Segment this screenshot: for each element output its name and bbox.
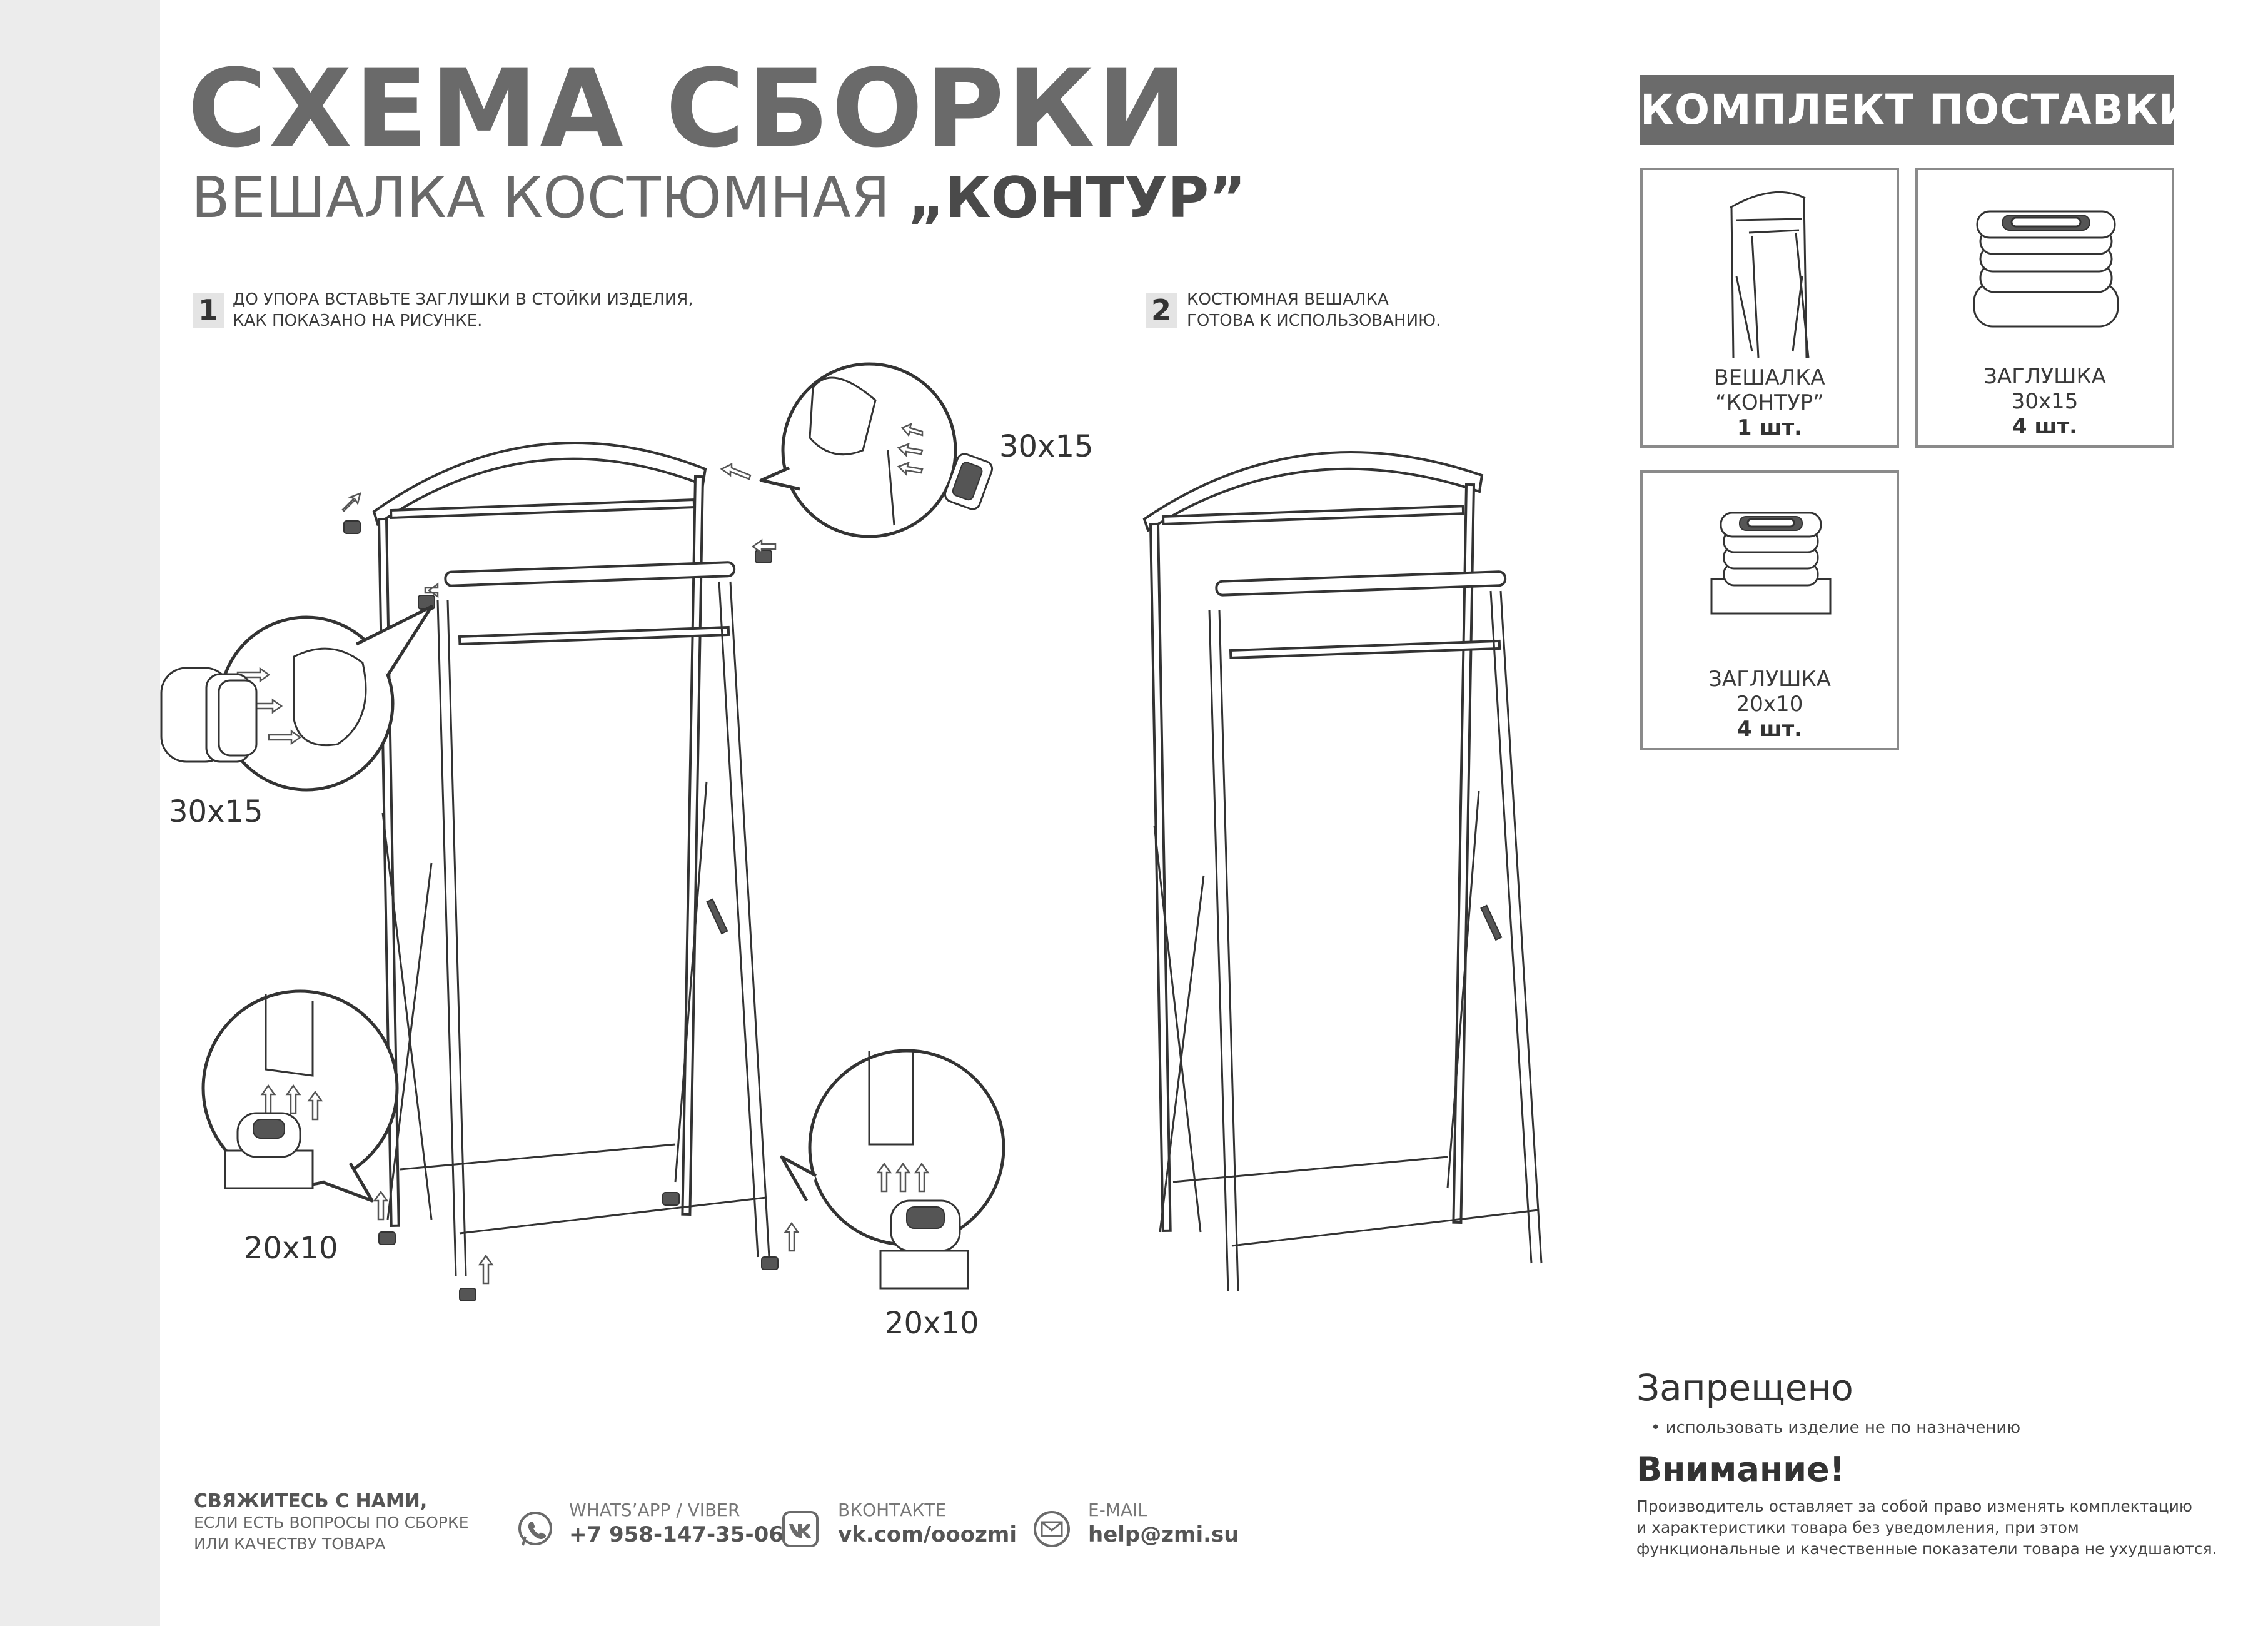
contact-whatsapp[interactable] xyxy=(517,1510,554,1550)
mail-icon xyxy=(1033,1510,1071,1548)
kit-item-plug-30x15-qty: 4 шт. xyxy=(2012,414,2078,439)
contact-vk-value[interactable]: vk.com/ooozmi xyxy=(838,1522,1017,1547)
callout-label-top-right: 30x15 xyxy=(999,429,1094,464)
forbidden-item xyxy=(1651,1418,2020,1437)
callout-label-bottom-right: 20x10 xyxy=(885,1306,979,1341)
callout-label-left: 30x15 xyxy=(169,794,263,829)
kit-item-plug-30x15-size: 30x15 xyxy=(2011,389,2079,414)
step-2-line-1: КОСТЮМНАЯ ВЕШАЛКА xyxy=(1187,290,1389,309)
insert-arrows xyxy=(343,464,798,1283)
kit-item-plug-20x10-label xyxy=(1643,667,1897,742)
kit-item-plug-30x15 xyxy=(1915,168,2174,448)
kit-item-plug-20x10 xyxy=(1640,470,1899,750)
step-1-text xyxy=(233,289,693,331)
callout-label-bottom-left: 20x10 xyxy=(244,1231,338,1266)
warning-title: Внимание! xyxy=(1636,1450,1845,1489)
warning-line-2: и характеристики товара без уведомления, при этом xyxy=(1636,1518,2079,1537)
kit-item-plug-20x10-qty: 4 шт. xyxy=(1736,717,1803,742)
contact-email[interactable] xyxy=(1033,1510,1071,1550)
plug-bottom-mid xyxy=(460,1288,476,1301)
warning-line-1: Производитель оставляет за собой право изменять комплектацию xyxy=(1636,1497,2192,1515)
kit-heading: КОМПЛЕКТ ПОСТАВКИ xyxy=(1640,75,2174,145)
stand-thumbnail-icon xyxy=(1643,170,1897,358)
contacts-subheading xyxy=(194,1512,469,1555)
zoom-bubble-bottom-left xyxy=(203,991,397,1201)
plug-bottom-center xyxy=(663,1193,679,1205)
kit-item-stand-model: “КОНТУР” xyxy=(1715,390,1824,415)
plug-top-right xyxy=(755,550,772,563)
kit-item-stand-name: ВЕШАЛКА xyxy=(1714,365,1825,390)
step-1-illustration xyxy=(150,350,1126,1351)
contact-whatsapp-value[interactable]: +7 958-147-35-06 xyxy=(569,1522,784,1547)
contact-email-value[interactable]: help@zmi.su xyxy=(1088,1522,1239,1547)
vk-icon xyxy=(782,1510,819,1548)
contact-vk[interactable] xyxy=(782,1510,819,1550)
kit-item-plug-30x15-name: ЗАГЛУШКА xyxy=(1983,364,2106,389)
kit-item-stand xyxy=(1640,168,1899,448)
plug-30x15-large xyxy=(161,668,256,762)
plug-20x10-icon xyxy=(1643,473,1897,660)
left-sidebar-strip xyxy=(0,0,160,1626)
kit-item-plug-30x15-label xyxy=(1918,364,2172,439)
plug-bottom-left xyxy=(379,1232,395,1245)
warning-text xyxy=(1636,1496,2217,1560)
contacts-heading: СВЯЖИТЕСЬ С НАМИ, xyxy=(194,1490,428,1512)
subtitle-product-name: „КОНТУР” xyxy=(907,165,1246,231)
subtitle-prefix: ВЕШАЛКА КОСТЮМНАЯ xyxy=(191,165,890,231)
step-2-illustration xyxy=(1113,438,1563,1313)
contacts-subheading-line-1: ЕСЛИ ЕСТЬ ВОПРОСЫ ПО СБОРКЕ xyxy=(194,1513,469,1532)
step-2-number: 2 xyxy=(1146,293,1177,328)
step-1-line-1: ДО УПОРА ВСТАВЬТЕ ЗАГЛУШКИ В СТОЙКИ ИЗДЕЛИЯ, xyxy=(233,290,693,309)
page-title: СХЕМА СБОРКИ xyxy=(188,46,1190,171)
contact-email-label: E-MAIL xyxy=(1088,1500,1147,1520)
kit-item-plug-20x10-size: 20x10 xyxy=(1736,692,1803,717)
contact-whatsapp-label: WHATS’APP / VIBER xyxy=(569,1500,740,1520)
zoom-bubble-top-right xyxy=(761,364,994,537)
page-subtitle xyxy=(191,165,1246,231)
warning-line-3: функциональные и качественные показатели товара не ухудшаются. xyxy=(1636,1540,2217,1558)
forbidden-title: Запрещено xyxy=(1636,1366,1853,1409)
plug-top-left xyxy=(344,521,360,533)
contact-vk-label: ВКОНТАКТЕ xyxy=(838,1500,947,1520)
forbidden-item-text: использовать изделие не по назначению xyxy=(1665,1418,2021,1437)
contacts-subheading-line-2: ИЛИ КАЧЕСТВУ ТОВАРА xyxy=(194,1535,386,1553)
step-2-text xyxy=(1187,289,1441,331)
zoom-bubble-bottom-right xyxy=(782,1051,1004,1288)
plug-30x15-icon xyxy=(1918,170,2172,358)
bullet-icon: • xyxy=(1651,1418,1661,1437)
kit-item-stand-label xyxy=(1643,365,1897,440)
plug-bottom-right xyxy=(762,1257,778,1270)
kit-item-stand-qty: 1 шт. xyxy=(1736,415,1803,440)
step-1-line-2: КАК ПОКАЗАНО НА РИСУНКЕ. xyxy=(233,311,483,330)
kit-item-plug-20x10-name: ЗАГЛУШКА xyxy=(1708,667,1831,692)
step-2-line-2: ГОТОВА К ИСПОЛЬЗОВАНИЮ. xyxy=(1187,311,1441,330)
stand-drawing-step-1 xyxy=(374,443,769,1276)
whatsapp-icon xyxy=(517,1510,554,1548)
step-1-number: 1 xyxy=(193,293,224,328)
